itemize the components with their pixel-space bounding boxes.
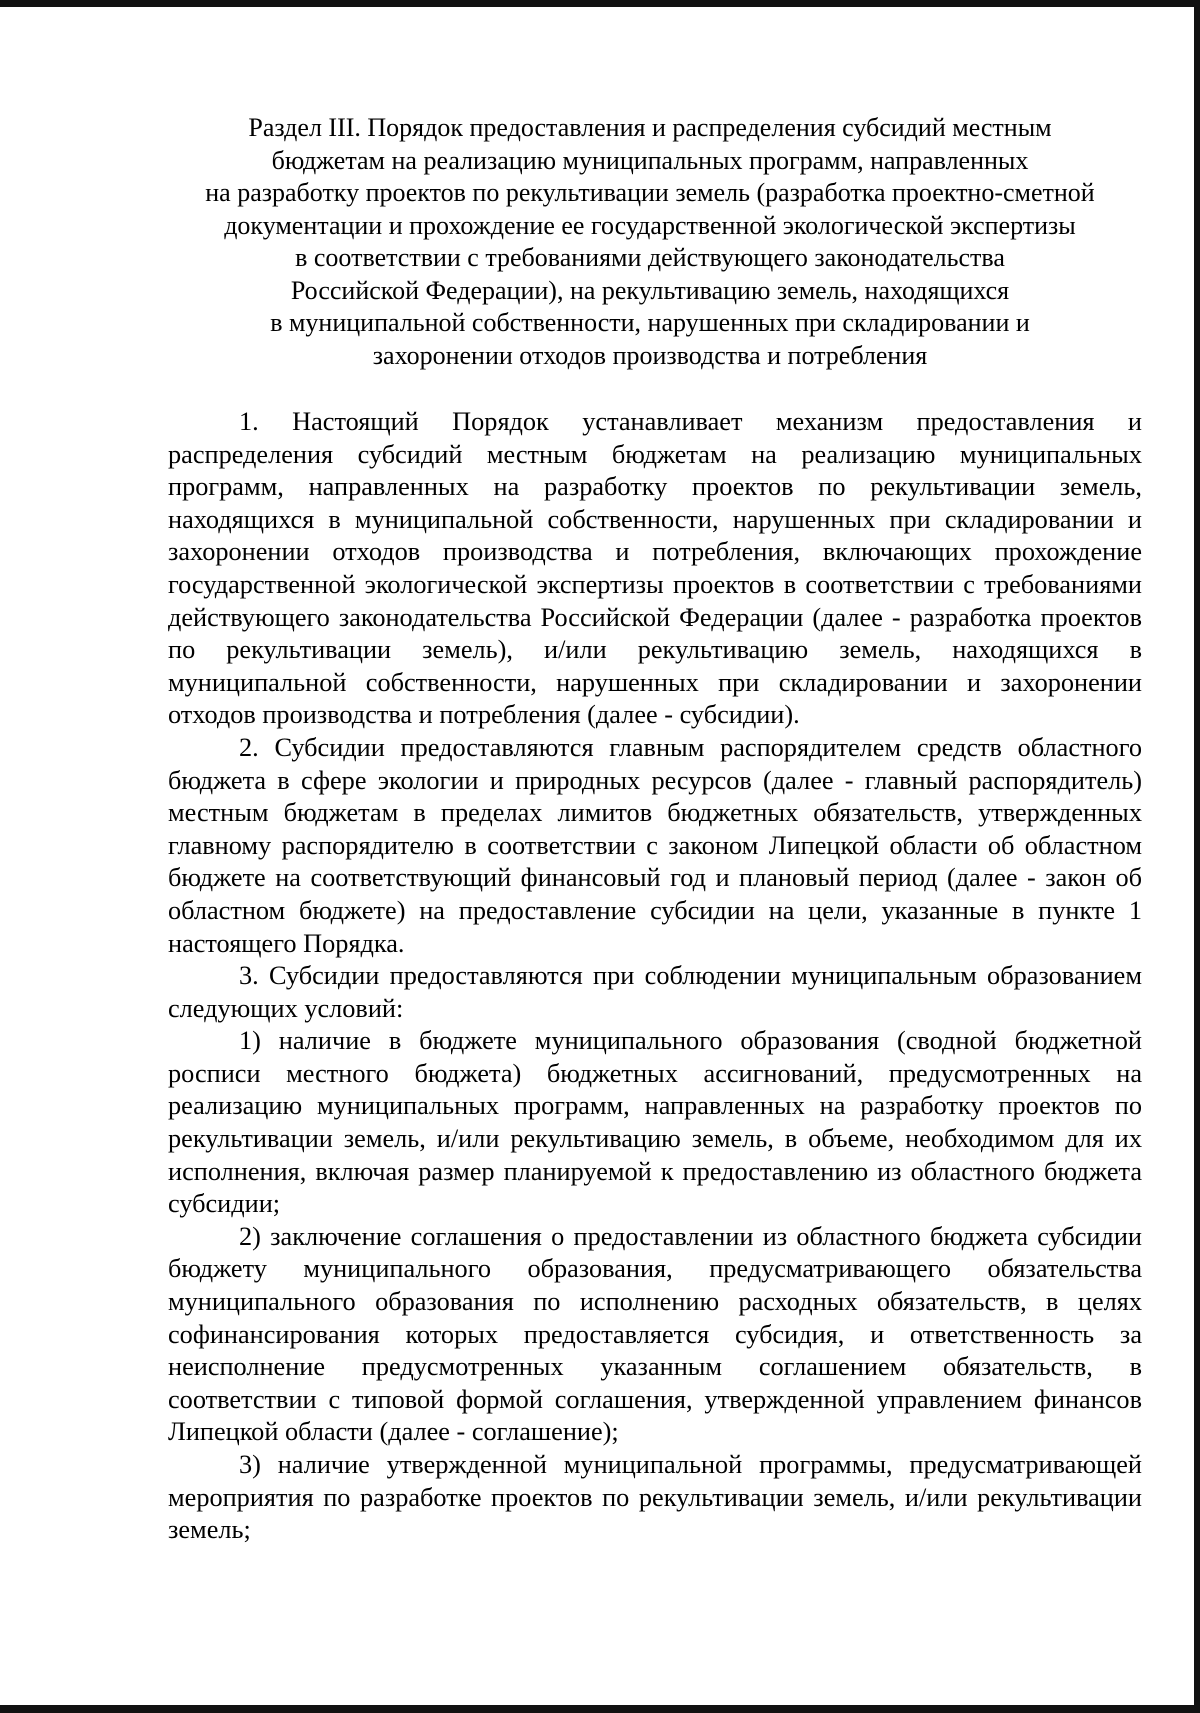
paragraph-1: 1. Настоящий Порядок устанавливает механизм предоставления и распределения субсидий местным бюджетам на реализацию муниципальных программ, направленных на разработку проектов по рекультивации земель, находящихся в муниципальной собственности, нарушенных при складировании и захоронении отходов производства и потребления, включающих прохождение государственной экологической экспертизы проектов в соответствии с требованиями действующего законодательства Российской Федерации (далее - разработка проектов по рекультивации земель), и/или рекультивацию земель, находящихся в муниципальной собственности, нарушенных при складировании и захоронении отходов производства и потребления (далее - субсидии).: [168, 407, 1142, 730]
heading-line: захоронении отходов производства и потребления: [372, 340, 928, 370]
paragraph-3: 3. Субсидии предоставляются при соблюдении муниципальным образованием следующих условий:: [168, 961, 1142, 1023]
heading-line: бюджетам на реализацию муниципальных программ, направленных: [271, 145, 1029, 175]
heading-line: в муниципальной собственности, нарушенных при складировании и: [270, 308, 1030, 337]
heading-line: документации и прохождение ее государственной экологической экспертизы: [224, 210, 1076, 240]
paragraph-condition-3: 3) наличие утвержденной муниципальной программы, предусматривающей мероприятия по разработке проектов по рекультивации земель, и/или рекультивации земель;: [168, 1450, 1142, 1545]
paragraph-2: 2. Субсидии предоставляются главным распорядителем средств областного бюджета в сфере экологии и природных ресурсов (далее - главный распорядитель) местным бюджетам в пределах лимитов бюджетных обязательств, утвержденных главному распорядителю в соответствии с законом Липецкой области об областном бюджете на соответствующий финансовый год и плановый период (далее - закон об областном бюджете) на предоставление субсидии на цели, указанные в пункте 1 настоящего Порядка.: [168, 732, 1142, 958]
scan-bottom-edge: [0, 1705, 1200, 1713]
scan-right-edge: [1194, 0, 1200, 1713]
section-heading: [150, 112, 1150, 372]
document-body: [168, 406, 1142, 1547]
scan-top-edge: [0, 0, 1200, 7]
heading-line: в соответствии с требованиями действующего законодательства: [295, 243, 1005, 272]
heading-line: Российской Федерации), на рекультивацию земель, находящихся: [290, 275, 1010, 305]
paragraph-condition-1: 1) наличие в бюджете муниципального образования (сводной бюджетной росписи местного бюджета) бюджетных ассигнований, предусмотренных на реализацию муниципальных программ, направленных на разработку проектов по рекультивации земель, и/или рекультивацию земель, в объеме, необходимом для их исполнения, включая размер планируемой к предоставлению из областного бюджета субсидии;: [168, 1026, 1142, 1219]
paragraph-condition-2: 2) заключение соглашения о предоставлении из областного бюджета субсидии бюджету муниципального образования, предусматривающего обязательства муниципального образования по исполнению расходных обязательств, в целях софинансирования которых предоставляется субсидия, и ответственность за неисполнение предусмотренных указанным соглашением обязательств, в соответствии с типовой формой соглашения, утвержденной управлением финансов Липецкой области (далее - соглашение);: [168, 1221, 1142, 1447]
heading-line: Раздел III. Порядок предоставления и распределения субсидий местным: [248, 113, 1052, 142]
heading-line: на разработку проектов по рекультивации земель (разработка проектно-сметной: [205, 178, 1095, 207]
